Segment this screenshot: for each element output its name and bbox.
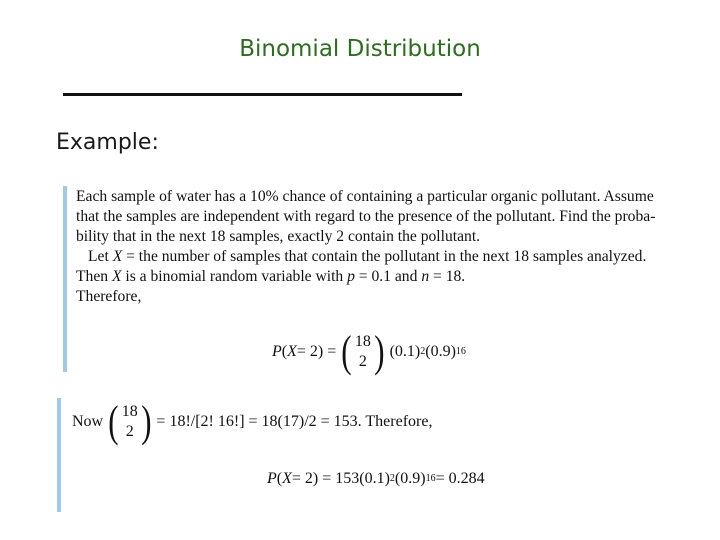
probability-result: P ( X = 2) = 153 (0.1) 2 (0.9) 16 = 0.284 bbox=[267, 470, 485, 487]
binomial-coefficient: ( 18 2 ) bbox=[341, 327, 385, 376]
binomial-coefficient-evaluation: Now ( 18 2 ) = 18!/[2! 16!] = 18(17)/2 = 153. Therefore, bbox=[72, 397, 433, 446]
slide-title: Binomial Distribution bbox=[239, 36, 481, 62]
probability-formula: P ( X = 2) = ( 18 2 ) (0.1) 2 (0.9) 16 bbox=[272, 327, 466, 376]
binomial-coefficient: ( 18 2 ) bbox=[108, 397, 152, 446]
example-label: Example: bbox=[56, 130, 159, 155]
therefore-line: Therefore, bbox=[76, 288, 142, 305]
problem-line-1: Each sample of water has a 10% chance of containing a particular organic pollutant. Assume bbox=[76, 188, 654, 205]
quote-bar-solution bbox=[57, 398, 61, 512]
quote-bar-problem bbox=[63, 186, 67, 372]
problem-text bbox=[76, 187, 676, 307]
problem-line-3: bility that in the next 18 samples, exactly 2 contain the pollutant. bbox=[76, 228, 481, 245]
binomial-params-line: Then X is a binomial random variable with p = 0.1 and n = 18. bbox=[76, 268, 466, 285]
title-underline bbox=[63, 93, 462, 96]
definition-line: Let X = the number of samples that contain the pollutant in the next 18 samples analyzed. bbox=[88, 248, 647, 265]
problem-line-2: that the samples are independent with regard to the presence of the pollutant. Find the proba- bbox=[76, 208, 656, 225]
